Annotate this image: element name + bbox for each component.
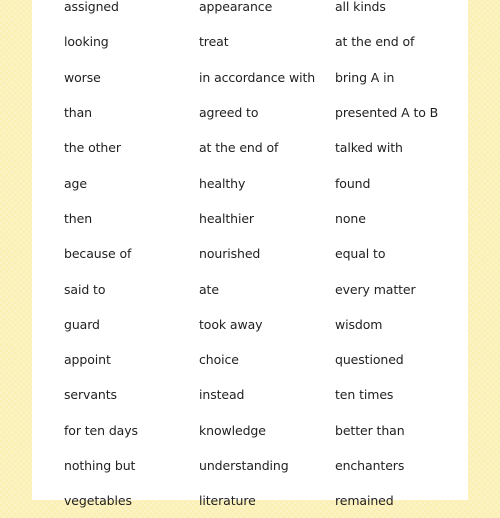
word-row bbox=[32, 342, 468, 377]
word-item: appearance bbox=[199, 0, 273, 15]
word-item: appoint bbox=[64, 352, 111, 368]
word-row bbox=[32, 0, 468, 24]
word-item: guard bbox=[64, 316, 100, 332]
word-item: understanding bbox=[199, 458, 289, 473]
word-row bbox=[32, 483, 468, 518]
word-row bbox=[32, 271, 468, 306]
word-item: treat bbox=[199, 34, 229, 50]
word-item: none bbox=[335, 210, 366, 226]
word-row bbox=[32, 165, 468, 200]
word-row bbox=[32, 95, 468, 130]
word-row bbox=[32, 448, 468, 483]
word-item: better than bbox=[335, 422, 405, 438]
word-item: the other bbox=[64, 140, 121, 156]
word-item: remained bbox=[335, 493, 394, 509]
word-item: then bbox=[64, 210, 93, 226]
word-row bbox=[32, 201, 468, 236]
word-item: healthier bbox=[199, 210, 254, 226]
word-grid bbox=[32, 0, 468, 518]
word-row bbox=[32, 377, 468, 412]
word-item: talked with bbox=[335, 140, 403, 156]
word-item: bring A in bbox=[335, 69, 395, 85]
word-item: ten times bbox=[335, 387, 394, 403]
word-item: instead bbox=[199, 387, 245, 403]
word-item: all kinds bbox=[335, 0, 386, 15]
word-row bbox=[32, 236, 468, 271]
word-item: questioned bbox=[335, 352, 404, 368]
word-item: at the end of bbox=[335, 34, 415, 50]
word-item: every matter bbox=[335, 281, 416, 297]
word-item: presented A to B bbox=[335, 105, 439, 121]
word-row bbox=[32, 60, 468, 95]
word-item: assigned bbox=[64, 0, 119, 15]
word-item: enchanters bbox=[335, 458, 405, 473]
word-row bbox=[32, 24, 468, 59]
word-item: nothing but bbox=[64, 458, 136, 473]
word-item: agreed to bbox=[199, 105, 259, 121]
word-item: knowledge bbox=[199, 422, 266, 438]
word-row bbox=[32, 130, 468, 165]
word-item: age bbox=[64, 175, 87, 191]
word-row bbox=[32, 307, 468, 342]
word-item: than bbox=[64, 105, 93, 121]
word-item: took away bbox=[199, 316, 263, 332]
word-item: vegetables bbox=[64, 493, 132, 509]
word-item: healthy bbox=[199, 175, 246, 191]
vocabulary-sheet bbox=[32, 0, 468, 509]
word-item: nourished bbox=[199, 246, 261, 262]
word-item: equal to bbox=[335, 246, 386, 262]
word-item: because of bbox=[64, 246, 132, 262]
word-item: servants bbox=[64, 387, 117, 403]
word-row bbox=[32, 413, 468, 448]
word-item: literature bbox=[199, 493, 256, 509]
word-item: ate bbox=[199, 281, 219, 297]
word-item: said to bbox=[64, 281, 106, 297]
word-item: worse bbox=[64, 69, 101, 85]
word-item: at the end of bbox=[199, 140, 279, 156]
word-item: in accordance with bbox=[199, 69, 316, 85]
word-item: looking bbox=[64, 34, 109, 50]
word-item: found bbox=[335, 175, 371, 191]
word-item: wisdom bbox=[335, 316, 383, 332]
word-item: choice bbox=[199, 352, 239, 368]
word-item: for ten days bbox=[64, 422, 138, 438]
